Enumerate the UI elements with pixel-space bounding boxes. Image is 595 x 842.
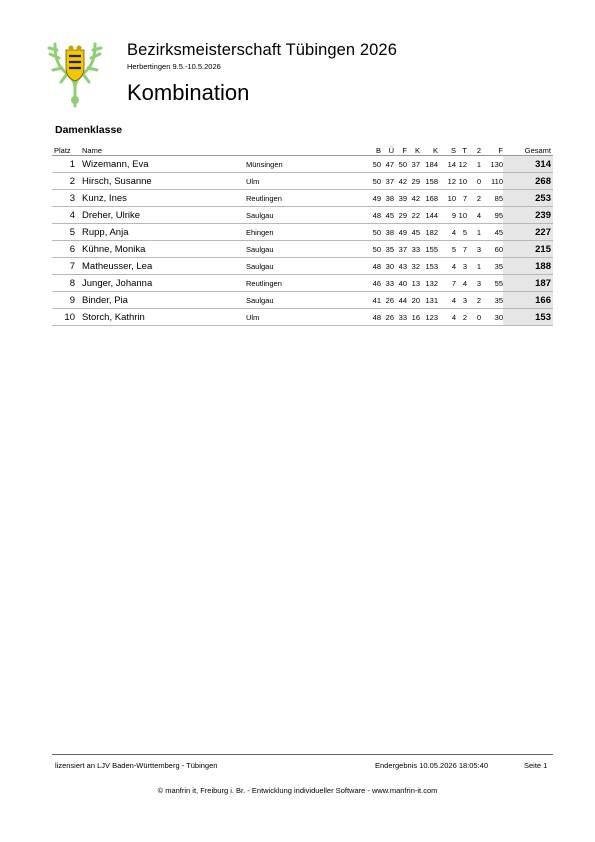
t-cell: 10: [456, 173, 467, 190]
b-cell: 48: [368, 258, 381, 275]
name-cell: Matheusser, Lea: [80, 258, 246, 275]
club-cell: Ulm: [246, 173, 368, 190]
k-cell: 37: [407, 156, 420, 173]
discipline-title: Kombination: [127, 80, 250, 105]
u-cell: 26: [381, 292, 394, 309]
table-row: [52, 241, 553, 258]
f-total-cell: 45: [481, 224, 503, 241]
k-total-cell: 182: [420, 224, 438, 241]
two-cell: 3: [467, 241, 481, 258]
name-cell: Kühne, Monika: [80, 241, 246, 258]
two-cell: 3: [467, 275, 481, 292]
f-total-cell: 55: [481, 275, 503, 292]
u-cell: 47: [381, 156, 394, 173]
u-cell: 45: [381, 207, 394, 224]
club-cell: Ulm: [246, 309, 368, 326]
footer-copyright: © manfrin it, Freiburg i. Br. - Entwicklung individueller Software - www.manfrin-it.com: [157, 786, 438, 795]
results-table: [52, 144, 553, 326]
name-cell: Junger, Johanna: [80, 275, 246, 292]
col-f-total: F: [481, 144, 503, 156]
t-cell: 12: [456, 156, 467, 173]
rank-cell: 4: [52, 207, 80, 224]
table-header-row: [52, 144, 553, 156]
total-cell: 153: [503, 309, 553, 326]
footer-license: lizensiert an LJV Baden-Württemberg - Tübingen: [55, 761, 218, 770]
k-total-cell: 131: [420, 292, 438, 309]
b-cell: 41: [368, 292, 381, 309]
col-2: 2: [467, 144, 481, 156]
col-k-total: K: [420, 144, 438, 156]
f-cell: 39: [394, 190, 407, 207]
name-cell: Hirsch, Susanne: [80, 173, 246, 190]
two-cell: 1: [467, 224, 481, 241]
u-cell: 38: [381, 224, 394, 241]
f-total-cell: 60: [481, 241, 503, 258]
f-total-cell: 35: [481, 292, 503, 309]
k-total-cell: 168: [420, 190, 438, 207]
s-cell: 10: [438, 190, 456, 207]
t-cell: 4: [456, 275, 467, 292]
club-cell: Saulgau: [246, 292, 368, 309]
s-cell: 4: [438, 258, 456, 275]
f-total-cell: 130: [481, 156, 503, 173]
f-total-cell: 110: [481, 173, 503, 190]
name-cell: Wizemann, Eva: [80, 156, 246, 173]
name-cell: Kunz, Ines: [80, 190, 246, 207]
k-total-cell: 155: [420, 241, 438, 258]
table-row: [52, 190, 553, 207]
f-cell: 33: [394, 309, 407, 326]
total-cell: 314: [503, 156, 553, 173]
k-cell: 20: [407, 292, 420, 309]
f-cell: 40: [394, 275, 407, 292]
k-total-cell: 132: [420, 275, 438, 292]
two-cell: 2: [467, 292, 481, 309]
f-total-cell: 35: [481, 258, 503, 275]
club-cell: Ehingen: [246, 224, 368, 241]
f-cell: 42: [394, 173, 407, 190]
s-cell: 4: [438, 309, 456, 326]
t-cell: 5: [456, 224, 467, 241]
k-cell: 29: [407, 173, 420, 190]
club-cell: Reutlingen: [246, 190, 368, 207]
f-cell: 50: [394, 156, 407, 173]
k-total-cell: 123: [420, 309, 438, 326]
two-cell: 2: [467, 190, 481, 207]
b-cell: 46: [368, 275, 381, 292]
s-cell: 14: [438, 156, 456, 173]
col-s: S: [438, 144, 456, 156]
antler-shield-icon: [47, 40, 103, 110]
k-total-cell: 144: [420, 207, 438, 224]
footer-page-number: Seite 1: [524, 761, 548, 770]
total-cell: 239: [503, 207, 553, 224]
s-cell: 9: [438, 207, 456, 224]
t-cell: 2: [456, 309, 467, 326]
s-cell: 4: [438, 224, 456, 241]
t-cell: 10: [456, 207, 467, 224]
table-row: [52, 156, 553, 173]
b-cell: 49: [368, 190, 381, 207]
f-total-cell: 95: [481, 207, 503, 224]
rank-cell: 8: [52, 275, 80, 292]
f-total-cell: 30: [481, 309, 503, 326]
u-cell: 26: [381, 309, 394, 326]
footer-divider: [52, 754, 553, 755]
total-cell: 187: [503, 275, 553, 292]
two-cell: 0: [467, 309, 481, 326]
f-cell: 43: [394, 258, 407, 275]
k-total-cell: 153: [420, 258, 438, 275]
t-cell: 3: [456, 292, 467, 309]
col-club: [246, 144, 368, 156]
s-cell: 7: [438, 275, 456, 292]
table-row: [52, 173, 553, 190]
total-cell: 166: [503, 292, 553, 309]
u-cell: 30: [381, 258, 394, 275]
rank-cell: 10: [52, 309, 80, 326]
rank-cell: 6: [52, 241, 80, 258]
col-name: Name: [80, 144, 246, 156]
club-cell: Saulgau: [246, 258, 368, 275]
table-row: [52, 224, 553, 241]
k-cell: 16: [407, 309, 420, 326]
competition-dates: Herbertingen 9.5.-10.5.2026: [127, 62, 221, 71]
col-t: T: [456, 144, 467, 156]
two-cell: 1: [467, 258, 481, 275]
rank-cell: 1: [52, 156, 80, 173]
table-row: [52, 309, 553, 326]
f-cell: 44: [394, 292, 407, 309]
s-cell: 12: [438, 173, 456, 190]
k-cell: 13: [407, 275, 420, 292]
name-cell: Storch, Kathrin: [80, 309, 246, 326]
b-cell: 50: [368, 241, 381, 258]
f-total-cell: 85: [481, 190, 503, 207]
f-cell: 49: [394, 224, 407, 241]
k-cell: 22: [407, 207, 420, 224]
k-cell: 32: [407, 258, 420, 275]
t-cell: 7: [456, 241, 467, 258]
b-cell: 50: [368, 156, 381, 173]
rank-cell: 7: [52, 258, 80, 275]
col-u: Ü: [381, 144, 394, 156]
col-f: F: [394, 144, 407, 156]
u-cell: 37: [381, 173, 394, 190]
k-total-cell: 184: [420, 156, 438, 173]
k-cell: 42: [407, 190, 420, 207]
competition-title: Bezirksmeisterschaft Tübingen 2026: [127, 41, 397, 59]
col-rank: Platz: [52, 144, 80, 156]
u-cell: 38: [381, 190, 394, 207]
t-cell: 3: [456, 258, 467, 275]
name-cell: Dreher, Ulrike: [80, 207, 246, 224]
association-logo: [47, 40, 103, 110]
two-cell: 1: [467, 156, 481, 173]
k-cell: 33: [407, 241, 420, 258]
name-cell: Rupp, Anja: [80, 224, 246, 241]
f-cell: 29: [394, 207, 407, 224]
rank-cell: 3: [52, 190, 80, 207]
footer-result-timestamp: Endergebnis 10.05.2026 18:05:40: [375, 761, 489, 770]
total-cell: 188: [503, 258, 553, 275]
k-cell: 45: [407, 224, 420, 241]
s-cell: 4: [438, 292, 456, 309]
table-row: [52, 275, 553, 292]
u-cell: 33: [381, 275, 394, 292]
two-cell: 0: [467, 173, 481, 190]
total-cell: 253: [503, 190, 553, 207]
club-cell: Münsingen: [246, 156, 368, 173]
t-cell: 7: [456, 190, 467, 207]
s-cell: 5: [438, 241, 456, 258]
k-total-cell: 158: [420, 173, 438, 190]
rank-cell: 5: [52, 224, 80, 241]
u-cell: 35: [381, 241, 394, 258]
table-row: [52, 258, 553, 275]
col-b: B: [368, 144, 381, 156]
col-total: Gesamt: [503, 144, 553, 156]
club-cell: Reutlingen: [246, 275, 368, 292]
total-cell: 215: [503, 241, 553, 258]
table-row: [52, 207, 553, 224]
rank-cell: 9: [52, 292, 80, 309]
two-cell: 4: [467, 207, 481, 224]
f-cell: 37: [394, 241, 407, 258]
table-row: [52, 292, 553, 309]
b-cell: 48: [368, 207, 381, 224]
class-heading: Damenklasse: [55, 124, 123, 136]
col-k: K: [407, 144, 420, 156]
name-cell: Binder, Pia: [80, 292, 246, 309]
b-cell: 48: [368, 309, 381, 326]
total-cell: 227: [503, 224, 553, 241]
club-cell: Saulgau: [246, 207, 368, 224]
total-cell: 268: [503, 173, 553, 190]
b-cell: 50: [368, 173, 381, 190]
b-cell: 50: [368, 224, 381, 241]
club-cell: Saulgau: [246, 241, 368, 258]
rank-cell: 2: [52, 173, 80, 190]
